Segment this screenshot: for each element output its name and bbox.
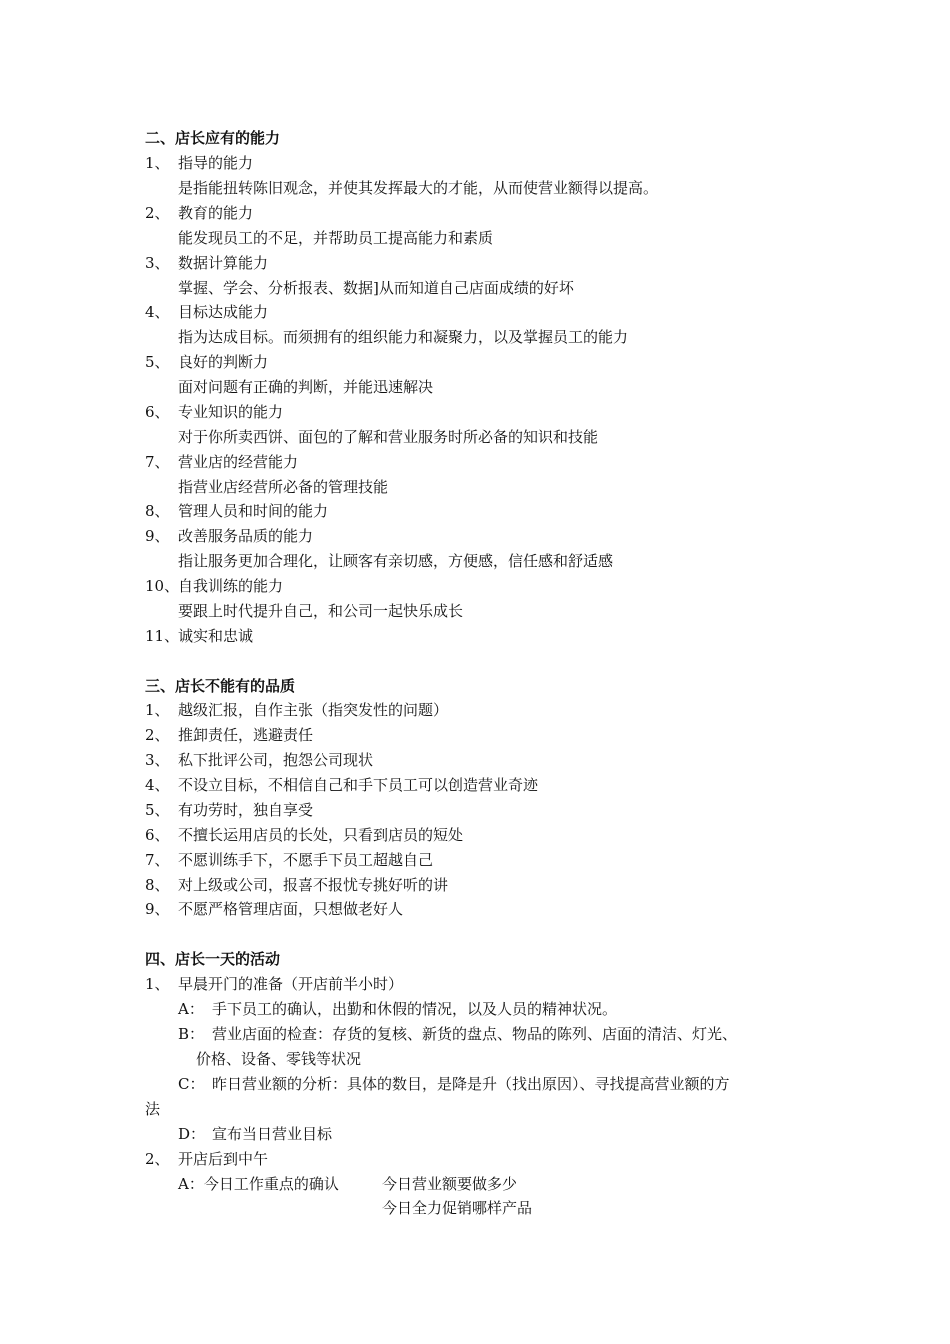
- item-title: 改善服务品质的能力: [178, 527, 314, 545]
- item-title: 数据计算能力: [178, 254, 269, 272]
- sub-item-label: D：: [178, 1125, 206, 1143]
- section-heading-abilities: 二、店长应有的能力: [145, 129, 281, 147]
- item-number: 10、: [145, 577, 180, 595]
- item-text: 不擅长运用店员的长处，只看到店员的短处: [178, 826, 464, 844]
- item-number: 7、: [145, 851, 170, 869]
- item-text: 不设立目标，不相信自己和手下员工可以创造营业奇迹: [178, 776, 539, 794]
- item-number: 8、: [145, 876, 170, 894]
- item-text: 不愿严格管理店面，只想做老好人: [178, 900, 404, 918]
- item-description: 能发现员工的不足，并帮助员工提高能力和素质: [178, 229, 494, 247]
- item-description: 指让服务更加合理化，让顾客有亲切感，方便感，信任感和舒适感: [178, 552, 614, 570]
- item-title: 指导的能力: [178, 154, 254, 172]
- item-title: 专业知识的能力: [178, 403, 284, 421]
- sub-item-text-continued: 法: [145, 1100, 161, 1118]
- item-description: 是指能扭转陈旧观念，并使其发挥最大的才能，从而使营业额得以提高。: [178, 179, 659, 197]
- item-number: 1、: [145, 154, 170, 172]
- item-description: 指营业店经营所必备的管理技能: [178, 478, 389, 496]
- sub-item-label: A：: [178, 1000, 204, 1018]
- item-title: 早晨开门的准备（开店前半小时）: [178, 975, 404, 993]
- item-title: 自我训练的能力: [178, 577, 284, 595]
- item-title: 管理人员和时间的能力: [178, 502, 329, 520]
- item-title: 开店后到中午: [178, 1150, 269, 1168]
- item-description: 要跟上时代提升自己，和公司一起快乐成长: [178, 602, 464, 620]
- item-text: 推卸责任，逃避责任: [178, 726, 314, 744]
- item-title: 营业店的经营能力: [178, 453, 299, 471]
- item-title: 良好的判断力: [178, 353, 269, 371]
- item-number: 7、: [145, 453, 170, 471]
- item-number: 1、: [145, 701, 170, 719]
- item-number: 4、: [145, 303, 170, 321]
- item-number: 11、: [145, 627, 180, 645]
- sub-item-text: 今日营业额要做多少: [382, 1175, 518, 1193]
- item-number: 3、: [145, 254, 170, 272]
- sub-item-text-continued: 价格、设备、零钱等状况: [196, 1050, 362, 1068]
- item-number: 2、: [145, 204, 170, 222]
- sub-item-text: 营业店面的检查：存货的复核、新货的盘点、物品的陈列、店面的清洁、灯光、: [212, 1025, 738, 1043]
- sub-item-text: 宣布当日营业目标: [212, 1125, 333, 1143]
- section-heading-daily-activities: 四、店长一天的活动: [145, 950, 281, 968]
- item-description: 掌握、学会、分析报表、数据]从而知道自己店面成绩的好坏: [178, 279, 574, 297]
- item-number: 5、: [145, 801, 170, 819]
- section-heading-bad-qualities: 三、店长不能有的品质: [145, 677, 296, 695]
- item-number: 4、: [145, 776, 170, 794]
- sub-item-text: 昨日营业额的分析：具体的数目，是降是升（找出原因）、寻找提高营业额的方: [212, 1075, 730, 1093]
- item-number: 9、: [145, 900, 170, 918]
- item-number: 6、: [145, 826, 170, 844]
- item-title: 目标达成能力: [178, 303, 269, 321]
- item-number: 2、: [145, 1150, 170, 1168]
- item-title: 教育的能力: [178, 204, 254, 222]
- item-description: 指为达成目标。而须拥有的组织能力和凝聚力，以及掌握员工的能力: [178, 328, 629, 346]
- sub-item-label: A：今日工作重点的确认: [178, 1175, 339, 1193]
- item-number: 8、: [145, 502, 170, 520]
- item-number: 2、: [145, 726, 170, 744]
- item-text: 不愿训练手下，不愿手下员工超越自己: [178, 851, 434, 869]
- item-number: 6、: [145, 403, 170, 421]
- item-description: 对于你所卖西饼、面包的了解和营业服务时所必备的知识和技能: [178, 428, 599, 446]
- item-text: 对上级或公司，报喜不报忧专挑好听的讲: [178, 876, 449, 894]
- sub-item-text: 手下员工的确认，出勤和休假的情况，以及人员的精神状况。: [212, 1000, 618, 1018]
- item-description: 面对问题有正确的判断，并能迅速解决: [178, 378, 434, 396]
- item-number: 9、: [145, 527, 170, 545]
- item-text: 有功劳时，独自享受: [178, 801, 314, 819]
- item-number: 3、: [145, 751, 170, 769]
- item-title: 诚实和忠诚: [178, 627, 254, 645]
- item-number: 1、: [145, 975, 170, 993]
- sub-item-label: C：: [178, 1075, 205, 1093]
- sub-item-text: 今日全力促销哪样产品: [382, 1199, 533, 1217]
- item-text: 私下批评公司，抱怨公司现状: [178, 751, 374, 769]
- item-number: 5、: [145, 353, 170, 371]
- sub-item-label: B：: [178, 1025, 205, 1043]
- item-text: 越级汇报，自作主张（指突发性的问题）: [178, 701, 449, 719]
